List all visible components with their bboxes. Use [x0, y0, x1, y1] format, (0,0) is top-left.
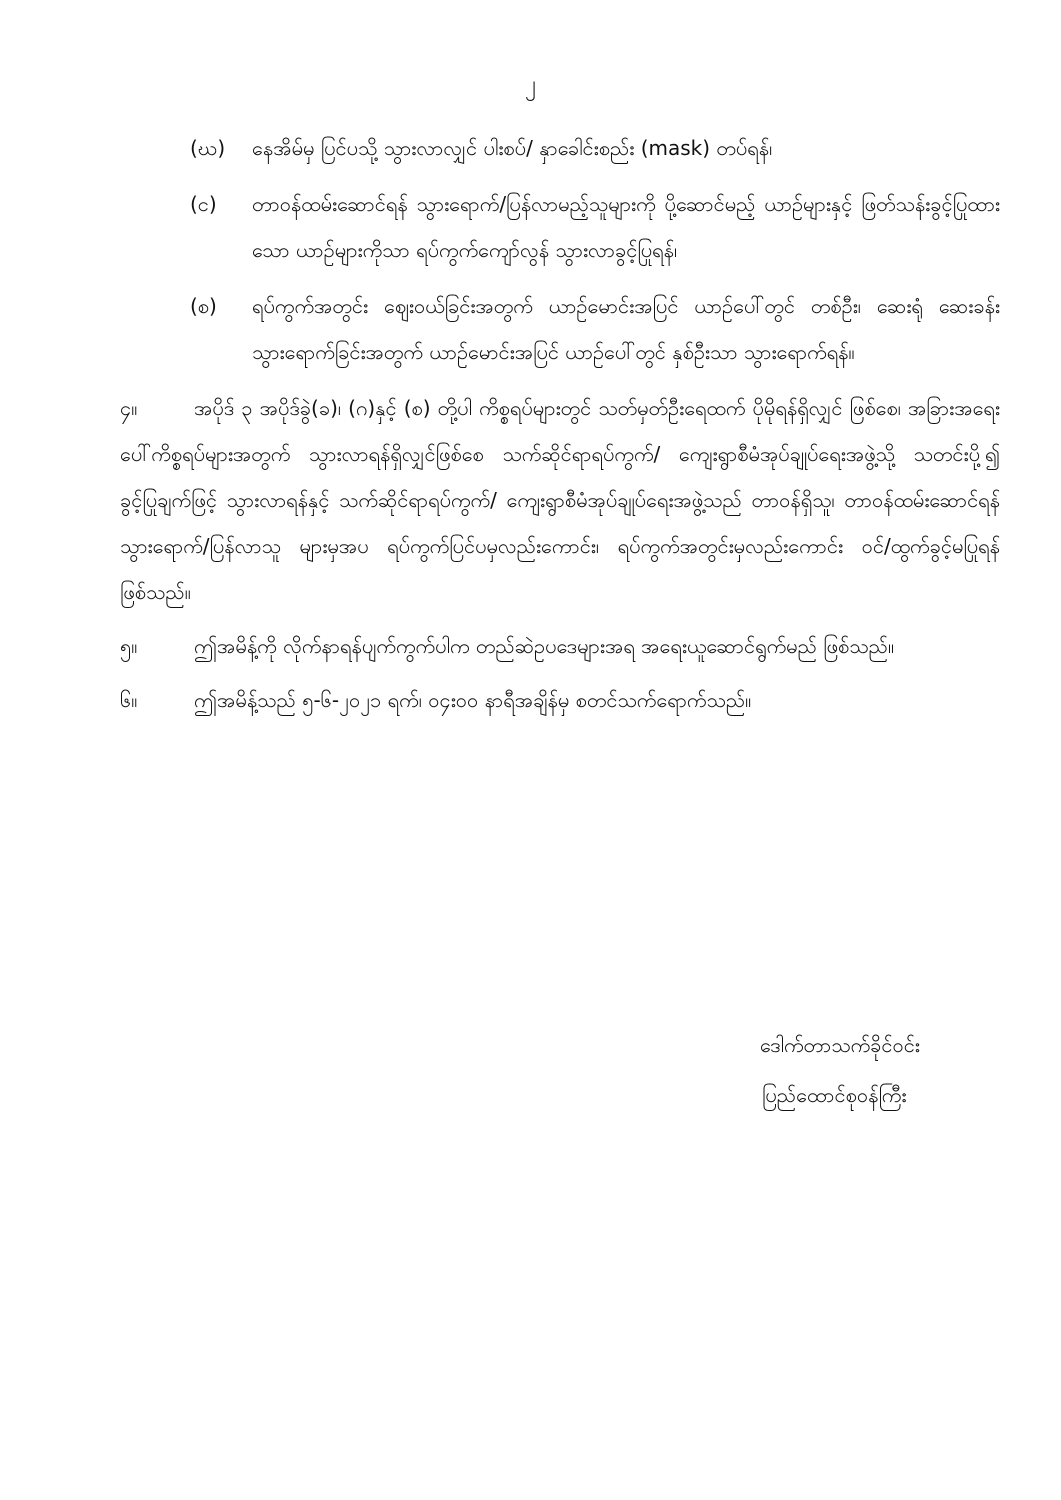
paragraph-number: ၆။	[120, 688, 138, 712]
paragraph-5	[120, 623, 1000, 669]
paragraph-text: ဤအမိန့်သည် ၅-၆-၂၀၂၁ ရက်၊ ၀၄း၀၀ နာရီအချိန်မှ စတင်သက်ရောက်သည်။	[194, 688, 752, 712]
paragraph-text: အပိုဒ် ၃ အပိုဒ်ခွဲ(ခ)၊ (ဂ)နှင့် (စ) တို့ပါ ကိစ္စရပ်များတွင် သတ်မှတ်ဦးရေထက် ပိုမိုရန်ရှိလျှင် ဖြစ်စေ၊ အခြားအရေးပေါ်ကိစ္စရပ်များအတွက် သွားလာရန်ရှိလျှင်ဖြစ်စေ သက်ဆိုင်ရာရပ်ကွက်/ ကျေးရွာစီမံအုပ်ချုပ်ရေးအဖွဲ့သို့ သတင်းပို့၍ ခွင့်ပြုချက်ဖြင့် သွားလာရန်နှင့် သက်ဆိုင်ရာရပ်ကွက်/ ကျေးရွာစီမံအုပ်ချုပ်ရေးအဖွဲ့သည် တာဝန်ရှိသူ၊ တာဝန်ထမ်းဆောင်ရန် သွားရောက်/ပြန်လာသူ များမှအပ ရပ်ကွက်ပြင်ပမှလည်းကောင်း၊ ရပ်ကွက်အတွင်းမှလည်းကောင်း ဝင်/ထွက်ခွင့်မပြုရန် ဖြစ်သည်။	[120, 396, 1000, 604]
signatory-title: ပြည်ထောင်စုဝန်ကြီး	[762, 1083, 907, 1107]
signatory-name: ဒေါက်တာသက်ခိုင်ဝင်း	[760, 1033, 920, 1057]
sub-item-text: ရပ်ကွက်အတွင်း ဈေးဝယ်ခြင်းအတွက် ယာဉ်မောင်းအပြင် ယာဉ်ပေါ်တွင် တစ်ဦး၊ ဆေးရုံ ဆေးခန်းသွားရောက်ခြင်းအတွက် ယာဉ်မောင်းအပြင် ယာဉ်ပေါ်တွင် နှစ်ဦးသာ သွားရောက်ရန်။	[252, 294, 1000, 364]
sub-item-label: (င)	[190, 192, 217, 216]
sub-item-text: တာဝန်ထမ်းဆောင်ရန် သွားရောက်/ပြန်လာမည့်သူများကို ပို့ဆောင်မည့် ယာဉ်များနှင့် ဖြတ်သန်းခွင့်ပြုထားသော ယာဉ်များကိုသာ ရပ်ကွက်ကျော်လွန် သွားလာခွင့်ပြုရန်၊	[252, 192, 1000, 262]
sub-item-text: နေအိမ်မှ ပြင်ပသို့ သွားလာလျှင် ပါးစပ်/ နှာခေါင်းစည်း (mask) တပ်ရန်၊	[252, 136, 773, 160]
paragraph-6	[120, 677, 1000, 723]
paragraph-number: ၅။	[120, 634, 138, 658]
paragraph-number: ၄။	[120, 396, 138, 420]
sub-item-label: (စ)	[190, 294, 217, 318]
sub-item-gha	[190, 125, 1000, 171]
sub-item-nga	[190, 181, 1000, 273]
paragraph-4	[120, 385, 1000, 615]
paragraph-text: ဤအမိန့်ကို လိုက်နာရန်ပျက်ကွက်ပါက တည်ဆဲဥပဒေများအရ အရေးယူဆောင်ရွက်မည် ဖြစ်သည်။	[194, 634, 895, 658]
page-number: ၂	[525, 72, 536, 97]
signature-block	[760, 1020, 1020, 1120]
document-body	[120, 125, 1000, 731]
sub-item-label: (ဃ)	[190, 136, 226, 160]
sub-item-sa	[190, 283, 1000, 375]
